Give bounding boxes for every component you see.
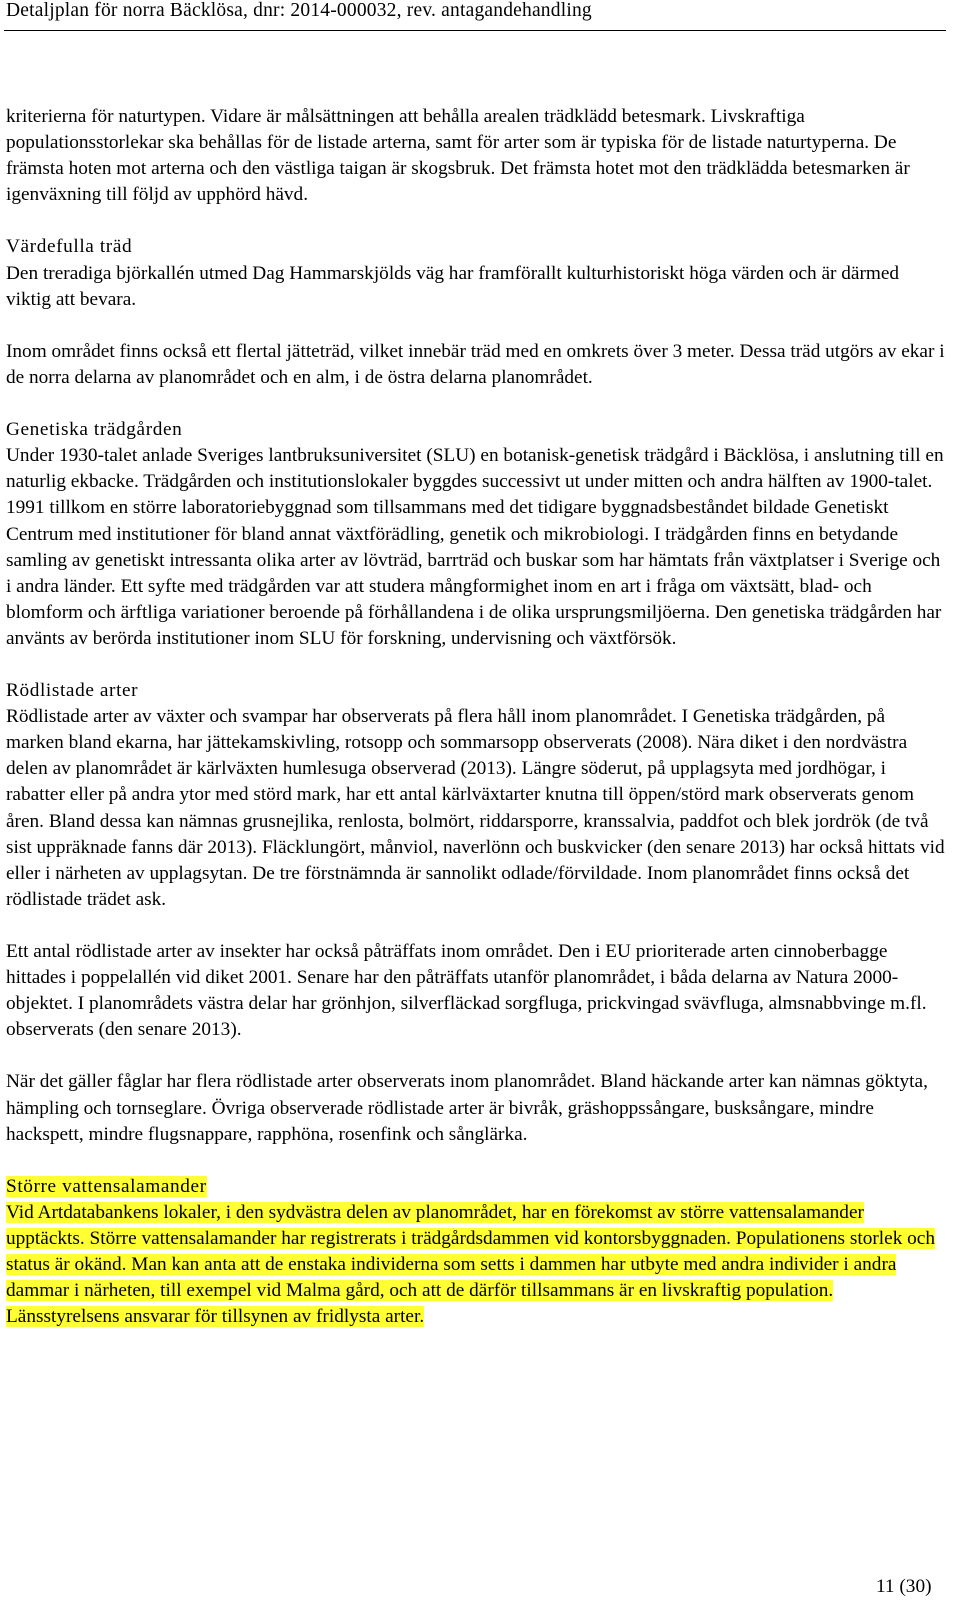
- heading-rodlistade-arter: Rödlistade arter: [6, 680, 139, 702]
- paragraph-gap: [6, 652, 946, 678]
- document-header: Detaljplan för norra Bäcklösa, dnr: 2014-000032, rev. antagandehandling: [6, 0, 592, 21]
- insekter-paragraph: Ett antal rödlistade arter av insekter har också påträffats inom området. Den i EU prioriterade arten cinnoberbagge hittades i poppelallén vid diket 2001. Senare har den påträffats utanför planområdet, i båda delarna av Natura 2000-objektet. I planområdets västra delar har grönhjon, silverfläckad sorgfluga, prickvingad svävfluga, almsnabbvinge m.fl. observerats (den senare 2013).: [6, 941, 927, 1041]
- highlighted-body-text: Vid Artdatabankens lokaler, i den sydvästra delen av planområdet, har en förekomst av större vattensalamander upptäckts. Större vattensalamander har registrerats i trädgårdsdammen vid kontorsbyggnaden. Populationens storlek och status är okänd. Man kan anta att de enstaka individerna som setts i dammen har utbyte med andra individer i andra dammar i närheten, till exempel vid Malma gård, och att de därför tillsammans är en livskraftig population. Länsstyrelsens ansvarar för tillsynen av fridlysta arter.: [6, 1201, 936, 1328]
- highlighted-heading-text: Större vattensalamander: [6, 1175, 207, 1197]
- paragraph-gap: [6, 313, 946, 339]
- document-body: [6, 104, 946, 1330]
- header-rule: [4, 30, 946, 31]
- heading-genetiska-tradgarden: Genetiska trädgården: [6, 419, 183, 441]
- rodlistade-arter-paragraph: Rödlistade arter av växter och svampar har observerats på flera håll inom planområdet. I Genetiska trädgården, på marken bland ekarna, har jättekamskivling, rotsopp och sommarsopp observerats (2008). Nära diket i den nordvästra delen av planområdet är kärlväxten humlesuga observerad (2013). Längre söderut, på upplagsyta med jordhögar, i rabatter eller på andra ytor med störd mark, har ett antal kärlväxtarter knutna till öppen/störd mark observerats genom åren. Bland dessa kan nämnas grusnejlika, renlosta, bolmört, riddarsporre, kranssalvia, paddfot och blek jordrök (de två sist uppräknade fanns där 2013). Fläcklungört, månviol, naverlönn och buskvicker (den senare 2013) har också hittats vid eller i närheten av upplagsytan. De tre förstnämnda är sannolikt odlade/förvildade. Inom planområdet finns också det rödlistade trädet ask.: [6, 706, 945, 910]
- storre-vattensalamander-paragraph: [6, 1200, 946, 1330]
- paragraph-gap: [6, 391, 946, 417]
- jattetrad-paragraph: Inom området finns också ett flertal jätteträd, vilket innebär träd med en omkrets över 3 meter. Dessa träd utgörs av ekar i de norra delarna av planområdet och en alm, i de östra delarna planområdet.: [6, 340, 945, 388]
- faglar-paragraph: När det gäller fåglar har flera rödlistade arter observerats inom planområdet. Bland häckande arter kan nämnas göktyta, hämpling och tornseglare. Övriga observerade rödlistade arter är bivråk, gräshoppssångare, busksångare, mindre hackspett, mindre flugsnappare, rapphöna, rosenfink och sånglärka.: [6, 1071, 928, 1145]
- heading-vardefulla-trad: Värdefulla träd: [6, 236, 133, 258]
- page-number: 11 (30): [876, 1576, 932, 1597]
- heading-storre-vattensalamander: [6, 1174, 946, 1200]
- vardefulla-trad-paragraph: Den treradiga björkallén utmed Dag Hammarskjölds väg har framförallt kulturhistoriskt höga värden och är därmed viktig att bevara.: [6, 262, 900, 310]
- paragraph-gap: [6, 1148, 946, 1174]
- paragraph-gap: [6, 208, 946, 234]
- paragraph-gap: [6, 913, 946, 939]
- paragraph-gap: [6, 1043, 946, 1069]
- intro-paragraph: kriterierna för naturtypen. Vidare är målsättningen att behålla arealen trädklädd betesmark. Livskraftiga populationsstorlekar ska behållas för de listade arterna, samt för arter som är typiska för de listade naturtyperna. De främsta hoten mot arterna och den västliga taigan är skogsbruk. Det främsta hotet mot den trädklädda betesmarken är igenväxning till följd av upphörd hävd.: [6, 106, 910, 206]
- genetiska-tradgarden-paragraph: Under 1930-talet anlade Sveriges lantbruksuniversitet (SLU) en botanisk-genetisk trädgård i Bäcklösa, i anslutning till en naturlig ekbacke. Trädgården och institutionslokaler byggdes successivt ut under mitten och andra hälften av 1900-talet. 1991 tillkom en större laboratoriebyggnad som tillsammans med det tidigare byggnadsbeståndet bildade Genetiskt Centrum med institutioner för bland annat växtförädling, genetik och mikrobiologi. I trädgården finns en betydande samling av genetiskt intressanta olika arter av lövträd, barrträd och buskar som har hämtats från växtplatser i Sverige och i andra länder. Ett syfte med trädgården var att studera mångformighet inom en art i fråga om växtsätt, blad- och blomform och ärftliga variationer beroende på förhållandena i de olika ursprungsmiljöerna. Den genetiska trädgården har använts av berörda institutioner inom SLU för forskning, undervisning och växtförsök.: [6, 445, 944, 649]
